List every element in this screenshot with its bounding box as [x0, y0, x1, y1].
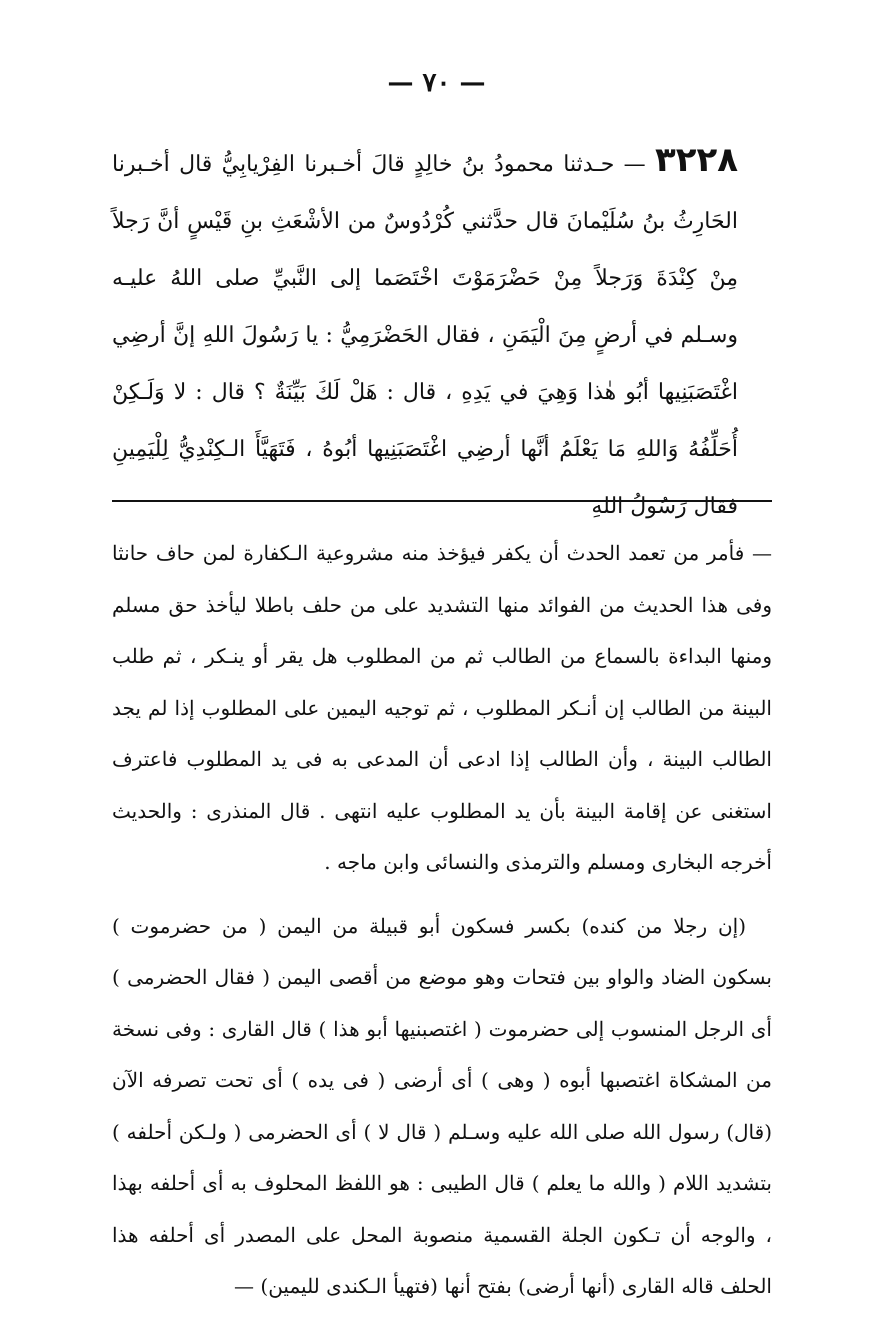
footnote-divider	[112, 500, 772, 502]
hadith-number: ٣٢٢٨	[654, 140, 738, 180]
commentary-block	[112, 528, 772, 1313]
hadith-text: — حـدثنا محمودُ بنُ خالِدٍ قالَ أخـبرنا الفِرْيابِيُّ قال أخـبرنا الحَارِثُ بنُ سُلَيْمانَ قال حدَّثني كُرْدُوسٌ من الأشْعَثِ بنِ قَيْسٍ أنَّ رَجلاً مِنْ كِنْدَةَ وَرَجلاً مِنْ حَضْرَمَوْتَ اخْتَصَما إلى النَّبيِّ صلى اللهُ عليـه وسـلم في أرضٍ مِنَ الْيَمَنِ ، فقال الحَضْرَمِيُّ : يا رَسُولَ اللهِ إنَّ أرضِي اغْتَصَبَنِيها أبُو هٰذا وَهِيَ في يَدِهِ ، قال : هَلْ لَكَ بَيِّنَةٌ ؟ قال : لا وَلَـكِنْ أُحَلِّفُهُ وَاللهِ مَا يَعْلَمُ أنَّها أرضِي اغْتَصَبَنِيها أبُوهُ ، فَتَهَيَّأَ الـكِنْدِيُّ لِلْيَمِينِ فقال رَسُولُ اللهِ	[112, 152, 738, 519]
hadith-block	[112, 132, 738, 535]
page-number: — ٧٠ —	[387, 68, 486, 98]
commentary-paragraph-2: (إن رجلا من كنده) بكسر فسكون أبو قبيلة من اليمن ( من حضرموت ) بسكون الضاد والواو بين فتحات وهو موضع من أقصى اليمن ( فقال الحضرمى ) أى الرجل المنسوب إلى حضرموت ( اغتصبنيها أبو هذا ) قال القارى : وفى نسخة من المشكاة اغتصبها أبوه ( وهى ) أى أرضى ( فى يده ) أى تحت تصرفه الآن (قال) رسول الله صلى الله عليه وسـلم ( قال لا ) أى الحضرمى ( ولـكن أحلفه ) بتشديد اللام ( والله ما يعلم ) قال الطيبى : هو اللفظ المحلوف به أى أحلفه بهذا ، والوجه أن تـكون الجلة القسمية منصوبة المحل على المصدر أى أحلفه هذا الحلف قاله القارى (أنها أرضى) بفتح أنها (فتهيأ الـكندى لليمين) —	[112, 913, 772, 1298]
commentary-paragraph-1: — فأمر من تعمد الحدث أن يكفر فيؤخذ منه مشروعية الـكفارة لمن حاف حانثا وفى هذا الحديث من الفوائد منها التشديد على من حلف باطلا ليأخذ حق مسلم ومنها البداءة بالسماع من الطالب ثم من المطلوب هل يقر أو ينـكر ، ثم طلب البينة من الطالب إن أنـكر المطلوب ، ثم توجيه اليمين على المطلوب إذا لم يجد الطالب البينة ، وأن الطالب إذا ادعى أن المدعى به فى يد المطلوب فاعترف استغنى عن إقامة البينة بأن يد المطلوب عليه انتهى . قال المنذرى : والحديث أخرجه البخارى ومسلم والترمذى والنسائى وابن ماجه .	[112, 541, 772, 874]
